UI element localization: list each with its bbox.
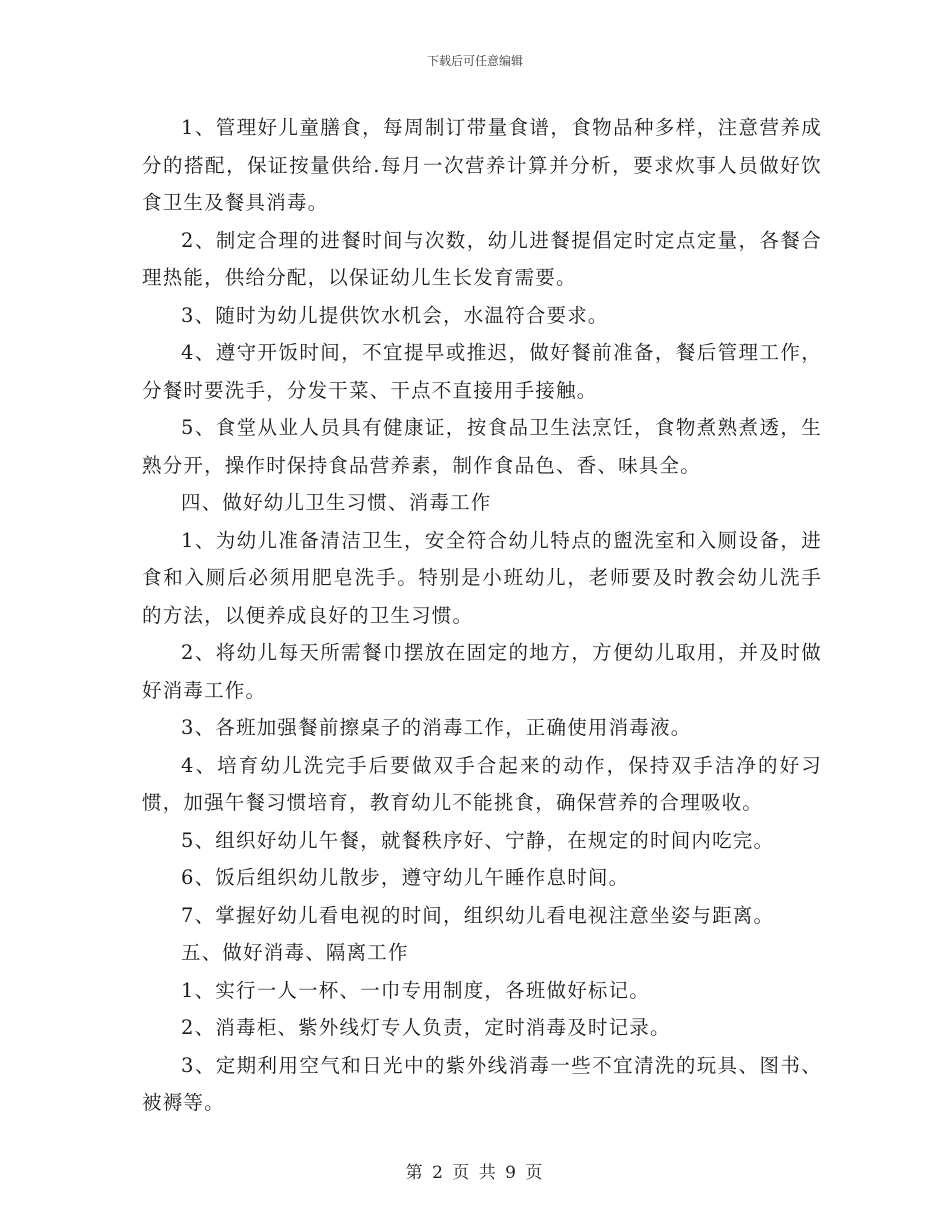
paragraph: 2、制定合理的进餐时间与次数，幼儿进餐提倡定时定点定量，各餐合理热能，供给分配，以保证幼儿生长发育需要。 — [142, 228, 822, 289]
page-header-note: 下载后可任意编辑 — [426, 54, 523, 68]
paragraph: 1、实行一人一杯、一巾专用制度，各班做好标记。 — [181, 978, 651, 1002]
paragraph: 1、为幼儿准备清洁卫生，安全符合幼儿特点的盥洗室和入厕设备，进食和入厕后必须用肥皂洗手。特别是小班幼儿，老师要及时教会幼儿洗手的方法，以便养成良好的卫生习惯。 — [142, 528, 822, 627]
document-body — [142, 109, 822, 1122]
paragraph: 3、随时为幼儿提供饮水机会，水温符合要求。 — [181, 303, 609, 327]
section-heading: 四、做好幼儿卫生习惯、消毒工作 — [181, 491, 492, 514]
paragraph: 5、组织好幼儿午餐，就餐秩序好、宁静，在规定的时间内吃完。 — [181, 828, 775, 852]
paragraph: 5、食堂从业人员具有健康证，按食品卫生法烹饪，食物煮熟煮透，生熟分开，操作时保持食品营养素，制作食品色、香、味具全。 — [142, 416, 822, 477]
paragraph: 3、各班加强餐前擦桌子的消毒工作，正确使用消毒液。 — [181, 716, 692, 739]
paragraph: 6、饭后组织幼儿散步，遵守幼儿午睡作息时间。 — [181, 866, 630, 889]
paragraph: 3、定期利用空气和日光中的紫外线消毒一些不宜清洗的玩具、图书、被褥等。 — [142, 1053, 822, 1114]
paragraph: 4、遵守开饭时间，不宜提早或推迟，做好餐前准备，餐后管理工作，分餐时要洗手，分发干菜、干点不直接用手接触。 — [142, 341, 822, 402]
section-heading: 五、做好消毒、隔离工作 — [181, 941, 409, 964]
page-number: 第 2 页 共 9 页 — [405, 1163, 545, 1183]
paragraph: 7、掌握好幼儿看电视的时间，组织幼儿看电视注意坐姿与距离。 — [181, 903, 775, 927]
paragraph: 1、管理好儿童膳食，每周制订带量食谱，食物品种多样，注意营养成分的搭配，保证按量供给.每月一次营养计算并分析，要求炊事人员做好饮食卫生及餐具消毒。 — [142, 116, 822, 214]
paragraph: 4、培育幼儿洗完手后要做双手合起来的动作，保持双手洁净的好习惯，加强午餐习惯培育，教育幼儿不能挑食，确保营养的合理吸收。 — [142, 753, 822, 814]
paragraph: 2、将幼儿每天所需餐巾摆放在固定的地方，方便幼儿取用，并及时做好消毒工作。 — [142, 641, 822, 702]
paragraph: 2、消毒柜、紫外线灯专人负责，定时消毒及时记录。 — [181, 1016, 671, 1039]
